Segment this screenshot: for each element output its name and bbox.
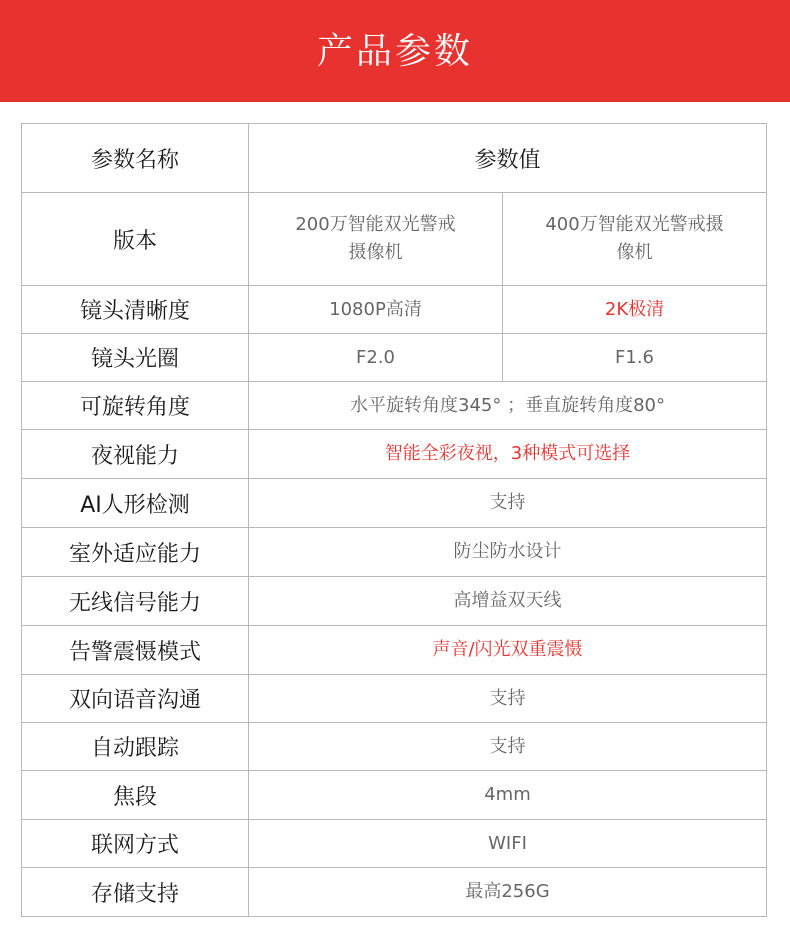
table-row xyxy=(22,286,767,334)
header-param-name: 参数名称 xyxy=(22,124,249,193)
row-label: 自动跟踪 xyxy=(22,723,249,771)
row-label: 夜视能力 xyxy=(22,430,249,479)
table-row xyxy=(22,577,767,626)
row-value: 支持 xyxy=(249,479,767,528)
row-label: 双向语音沟通 xyxy=(22,675,249,723)
row-label: 室外适应能力 xyxy=(22,528,249,577)
row-value: 4mm xyxy=(249,771,767,820)
row-label: 焦段 xyxy=(22,771,249,820)
row-label: 告警震慑模式 xyxy=(22,626,249,675)
row-value: 支持 xyxy=(249,723,767,771)
table-row xyxy=(22,626,767,675)
row-value: F2.0 xyxy=(249,334,503,382)
row-value: 防尘防水设计 xyxy=(249,528,767,577)
page-title: 产品参数 xyxy=(316,30,473,72)
spec-table xyxy=(21,123,767,917)
table-row xyxy=(22,771,767,820)
row-label: 无线信号能力 xyxy=(22,577,249,626)
header-banner xyxy=(0,0,790,102)
table-row xyxy=(22,723,767,771)
row-label: AI人形检测 xyxy=(22,479,249,528)
table-row xyxy=(22,430,767,479)
table-row xyxy=(22,382,767,430)
row-value: F1.6 xyxy=(503,334,767,382)
row-value: 2K极清 xyxy=(503,286,767,334)
row-value: WIFI xyxy=(249,820,767,868)
row-value: 水平旋转角度345° ；垂直旋转角度80° xyxy=(249,382,767,430)
row-value: 支持 xyxy=(249,675,767,723)
row-label: 存储支持 xyxy=(22,868,249,917)
table-row xyxy=(22,479,767,528)
row-label: 镜头清晰度 xyxy=(22,286,249,334)
table-row xyxy=(22,193,767,286)
table-row xyxy=(22,868,767,917)
row-value: 高增益双天线 xyxy=(249,577,767,626)
row-label: 联网方式 xyxy=(22,820,249,868)
table-row xyxy=(22,334,767,382)
row-label: 可旋转角度 xyxy=(22,382,249,430)
table-row xyxy=(22,820,767,868)
table-header-row xyxy=(22,124,767,193)
row-label: 镜头光圈 xyxy=(22,334,249,382)
row-value: 200万智能双光警戒摄像机 xyxy=(249,193,503,286)
row-value: 声音/闪光双重震慑 xyxy=(249,626,767,675)
table-row xyxy=(22,675,767,723)
row-value: 智能全彩夜视，3种模式可选择 xyxy=(249,430,767,479)
row-value: 400万智能双光警戒摄像机 xyxy=(503,193,767,286)
row-label: 版本 xyxy=(22,193,249,286)
header-param-value: 参数值 xyxy=(249,124,767,193)
table-row xyxy=(22,528,767,577)
row-value: 1080P高清 xyxy=(249,286,503,334)
row-value: 最高256G xyxy=(249,868,767,917)
